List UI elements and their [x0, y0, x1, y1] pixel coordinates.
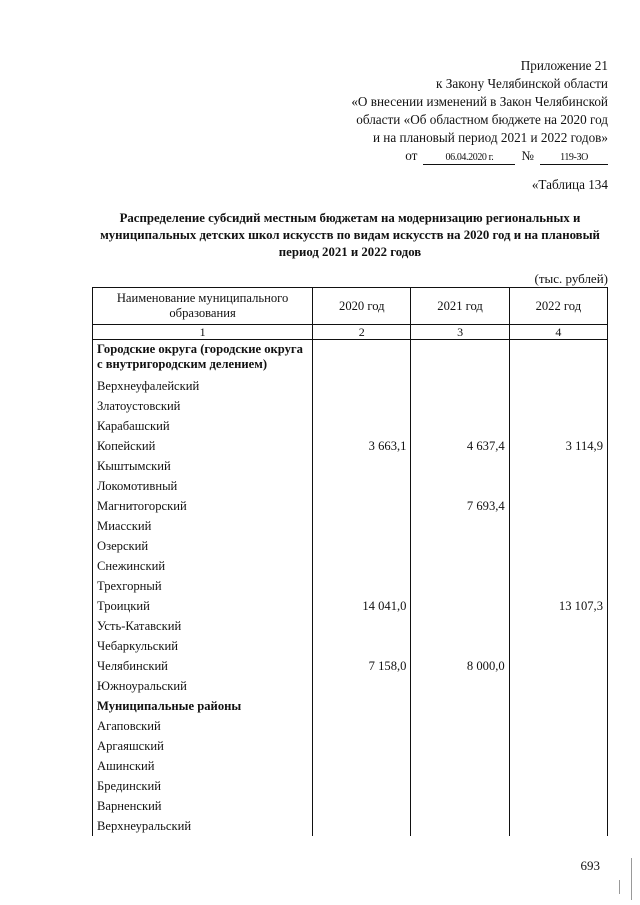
value-2022 [509, 796, 607, 816]
table-row [93, 796, 608, 816]
value-2020 [313, 556, 411, 576]
table-row [93, 636, 608, 656]
municipality-name: Чебаркульский [93, 636, 313, 656]
scan-edge-mark [631, 858, 632, 900]
municipality-name: Челябинский [93, 656, 313, 676]
column-number: 1 [93, 325, 313, 340]
municipality-name: Снежинский [93, 556, 313, 576]
value-2022 [509, 516, 607, 536]
table-row [93, 456, 608, 476]
value-2022 [509, 696, 607, 716]
table-row [93, 516, 608, 536]
municipality-name: Усть-Катавский [93, 616, 313, 636]
table-row [93, 556, 608, 576]
column-number: 3 [411, 325, 509, 340]
municipality-name: Трехгорный [93, 576, 313, 596]
value-2021 [411, 596, 509, 616]
column-number: 2 [313, 325, 411, 340]
value-2021 [411, 536, 509, 556]
value-2021 [411, 796, 509, 816]
municipality-name: Троицкий [93, 596, 313, 616]
value-2020 [313, 456, 411, 476]
value-2021 [411, 340, 509, 377]
value-2021 [411, 736, 509, 756]
value-2020 [313, 796, 411, 816]
law-date: 06.04.2020 г. [423, 152, 515, 165]
header-row [93, 288, 608, 325]
value-2020 [313, 516, 411, 536]
municipality-name: Магнитогорский [93, 496, 313, 516]
column-header-name: Наименование муниципального образования [93, 288, 313, 325]
value-2021 [411, 756, 509, 776]
value-2022 [509, 536, 607, 556]
value-2022 [509, 416, 607, 436]
appendix-header [288, 57, 608, 165]
value-2020 [313, 816, 411, 836]
value-2022 [509, 716, 607, 736]
value-2020 [313, 340, 411, 377]
value-2022: 13 107,3 [509, 596, 607, 616]
table-row [93, 476, 608, 496]
value-2022 [509, 616, 607, 636]
page-number: 693 [580, 858, 600, 873]
value-2021 [411, 676, 509, 696]
value-2020 [313, 776, 411, 796]
value-2020 [313, 576, 411, 596]
scan-edge-mark [619, 880, 620, 894]
value-2022 [509, 496, 607, 516]
value-2021 [411, 636, 509, 656]
value-2021 [411, 476, 509, 496]
value-2021 [411, 716, 509, 736]
column-header-2022: 2022 год [509, 288, 607, 325]
column-number: 4 [509, 325, 607, 340]
value-2020 [313, 676, 411, 696]
municipality-name: Миасский [93, 516, 313, 536]
value-2022 [509, 456, 607, 476]
table-row [93, 396, 608, 416]
value-2021 [411, 376, 509, 396]
value-2021 [411, 556, 509, 576]
column-header-2021: 2021 год [411, 288, 509, 325]
value-2021 [411, 456, 509, 476]
value-2021 [411, 696, 509, 716]
appendix-line: «О внесении изменений в Закон Челябинской [351, 94, 608, 109]
law-number: 119-ЗО [540, 152, 608, 165]
municipality-name: Локомотивный [93, 476, 313, 496]
value-2021 [411, 576, 509, 596]
value-2022 [509, 636, 607, 656]
law-date-number [288, 147, 608, 165]
appendix-line: и на плановый период 2021 и 2022 годов» [372, 130, 608, 145]
value-2022 [509, 676, 607, 696]
value-2021: 8 000,0 [411, 656, 509, 676]
value-2021 [411, 516, 509, 536]
value-2020: 7 158,0 [313, 656, 411, 676]
value-2022 [509, 776, 607, 796]
value-2022 [509, 556, 607, 576]
value-2020 [313, 376, 411, 396]
column-header-2020: 2020 год [313, 288, 411, 325]
number-prefix: № [521, 148, 534, 163]
municipality-name: Верхнеуральский [93, 816, 313, 836]
subsidy-table [92, 287, 608, 836]
municipality-name: Карабашский [93, 416, 313, 436]
table-row [93, 656, 608, 676]
value-2022 [509, 476, 607, 496]
municipality-name: Муниципальные районы [93, 696, 313, 716]
value-2021: 7 693,4 [411, 496, 509, 516]
value-2020 [313, 496, 411, 516]
value-2021 [411, 396, 509, 416]
municipality-name: Кыштымский [93, 456, 313, 476]
value-2021 [411, 816, 509, 836]
table-row [93, 536, 608, 556]
table-row [93, 736, 608, 756]
municipality-name: Верхнеуфалейский [93, 376, 313, 396]
appendix-line: к Закону Челябинской области [436, 76, 608, 91]
value-2020 [313, 716, 411, 736]
appendix-line: Приложение 21 [520, 58, 608, 73]
table-row [93, 696, 608, 716]
value-2022 [509, 656, 607, 676]
table-row [93, 596, 608, 616]
value-2021 [411, 416, 509, 436]
municipality-name: Варненский [93, 796, 313, 816]
municipality-name: Копейский [93, 436, 313, 456]
table-row [93, 816, 608, 836]
value-2022 [509, 756, 607, 776]
value-2021 [411, 616, 509, 636]
value-2022: 3 114,9 [509, 436, 607, 456]
value-2022 [509, 736, 607, 756]
municipality-name: Брединский [93, 776, 313, 796]
table-body [93, 340, 608, 837]
table-row [93, 340, 608, 377]
value-2020 [313, 416, 411, 436]
table-row [93, 776, 608, 796]
table-row [93, 496, 608, 516]
municipality-name: Ашинский [93, 756, 313, 776]
table-row [93, 676, 608, 696]
municipality-name: Агаповский [93, 716, 313, 736]
table-row [93, 376, 608, 396]
municipality-name: Златоустовский [93, 396, 313, 416]
value-2020 [313, 736, 411, 756]
table-row [93, 416, 608, 436]
value-2020 [313, 396, 411, 416]
value-2020 [313, 536, 411, 556]
municipality-name: Аргаяшский [93, 736, 313, 756]
value-2021 [411, 776, 509, 796]
table-row [93, 616, 608, 636]
value-2022 [509, 340, 607, 377]
table-row [93, 716, 608, 736]
value-2020 [313, 616, 411, 636]
municipality-name: Озерский [93, 536, 313, 556]
units-label: (тыс. рублей) [534, 271, 608, 286]
table-row [93, 576, 608, 596]
column-number-row [93, 325, 608, 340]
value-2022 [509, 396, 607, 416]
table-row [93, 436, 608, 456]
date-prefix: от [405, 148, 418, 163]
table-label: «Таблица 134 [531, 177, 608, 192]
document-title: Распределение субсидий местным бюджетам на модернизацию региональных и муниципальных детских школ искусств по видам искусств на 2020 год и на плановый период 2021 и 2022 годов [100, 211, 600, 259]
value-2022 [509, 576, 607, 596]
value-2020: 3 663,1 [313, 436, 411, 456]
value-2020 [313, 696, 411, 716]
value-2022 [509, 376, 607, 396]
value-2022 [509, 816, 607, 836]
municipality-name: Южноуральский [93, 676, 313, 696]
value-2020 [313, 476, 411, 496]
value-2020: 14 041,0 [313, 596, 411, 616]
appendix-line: области «Об областном бюджете на 2020 год [356, 112, 608, 127]
table-row [93, 756, 608, 776]
value-2021: 4 637,4 [411, 436, 509, 456]
value-2020 [313, 756, 411, 776]
municipality-name: Городские округа (городские округа с внутригородским делением) [93, 340, 313, 377]
value-2020 [313, 636, 411, 656]
